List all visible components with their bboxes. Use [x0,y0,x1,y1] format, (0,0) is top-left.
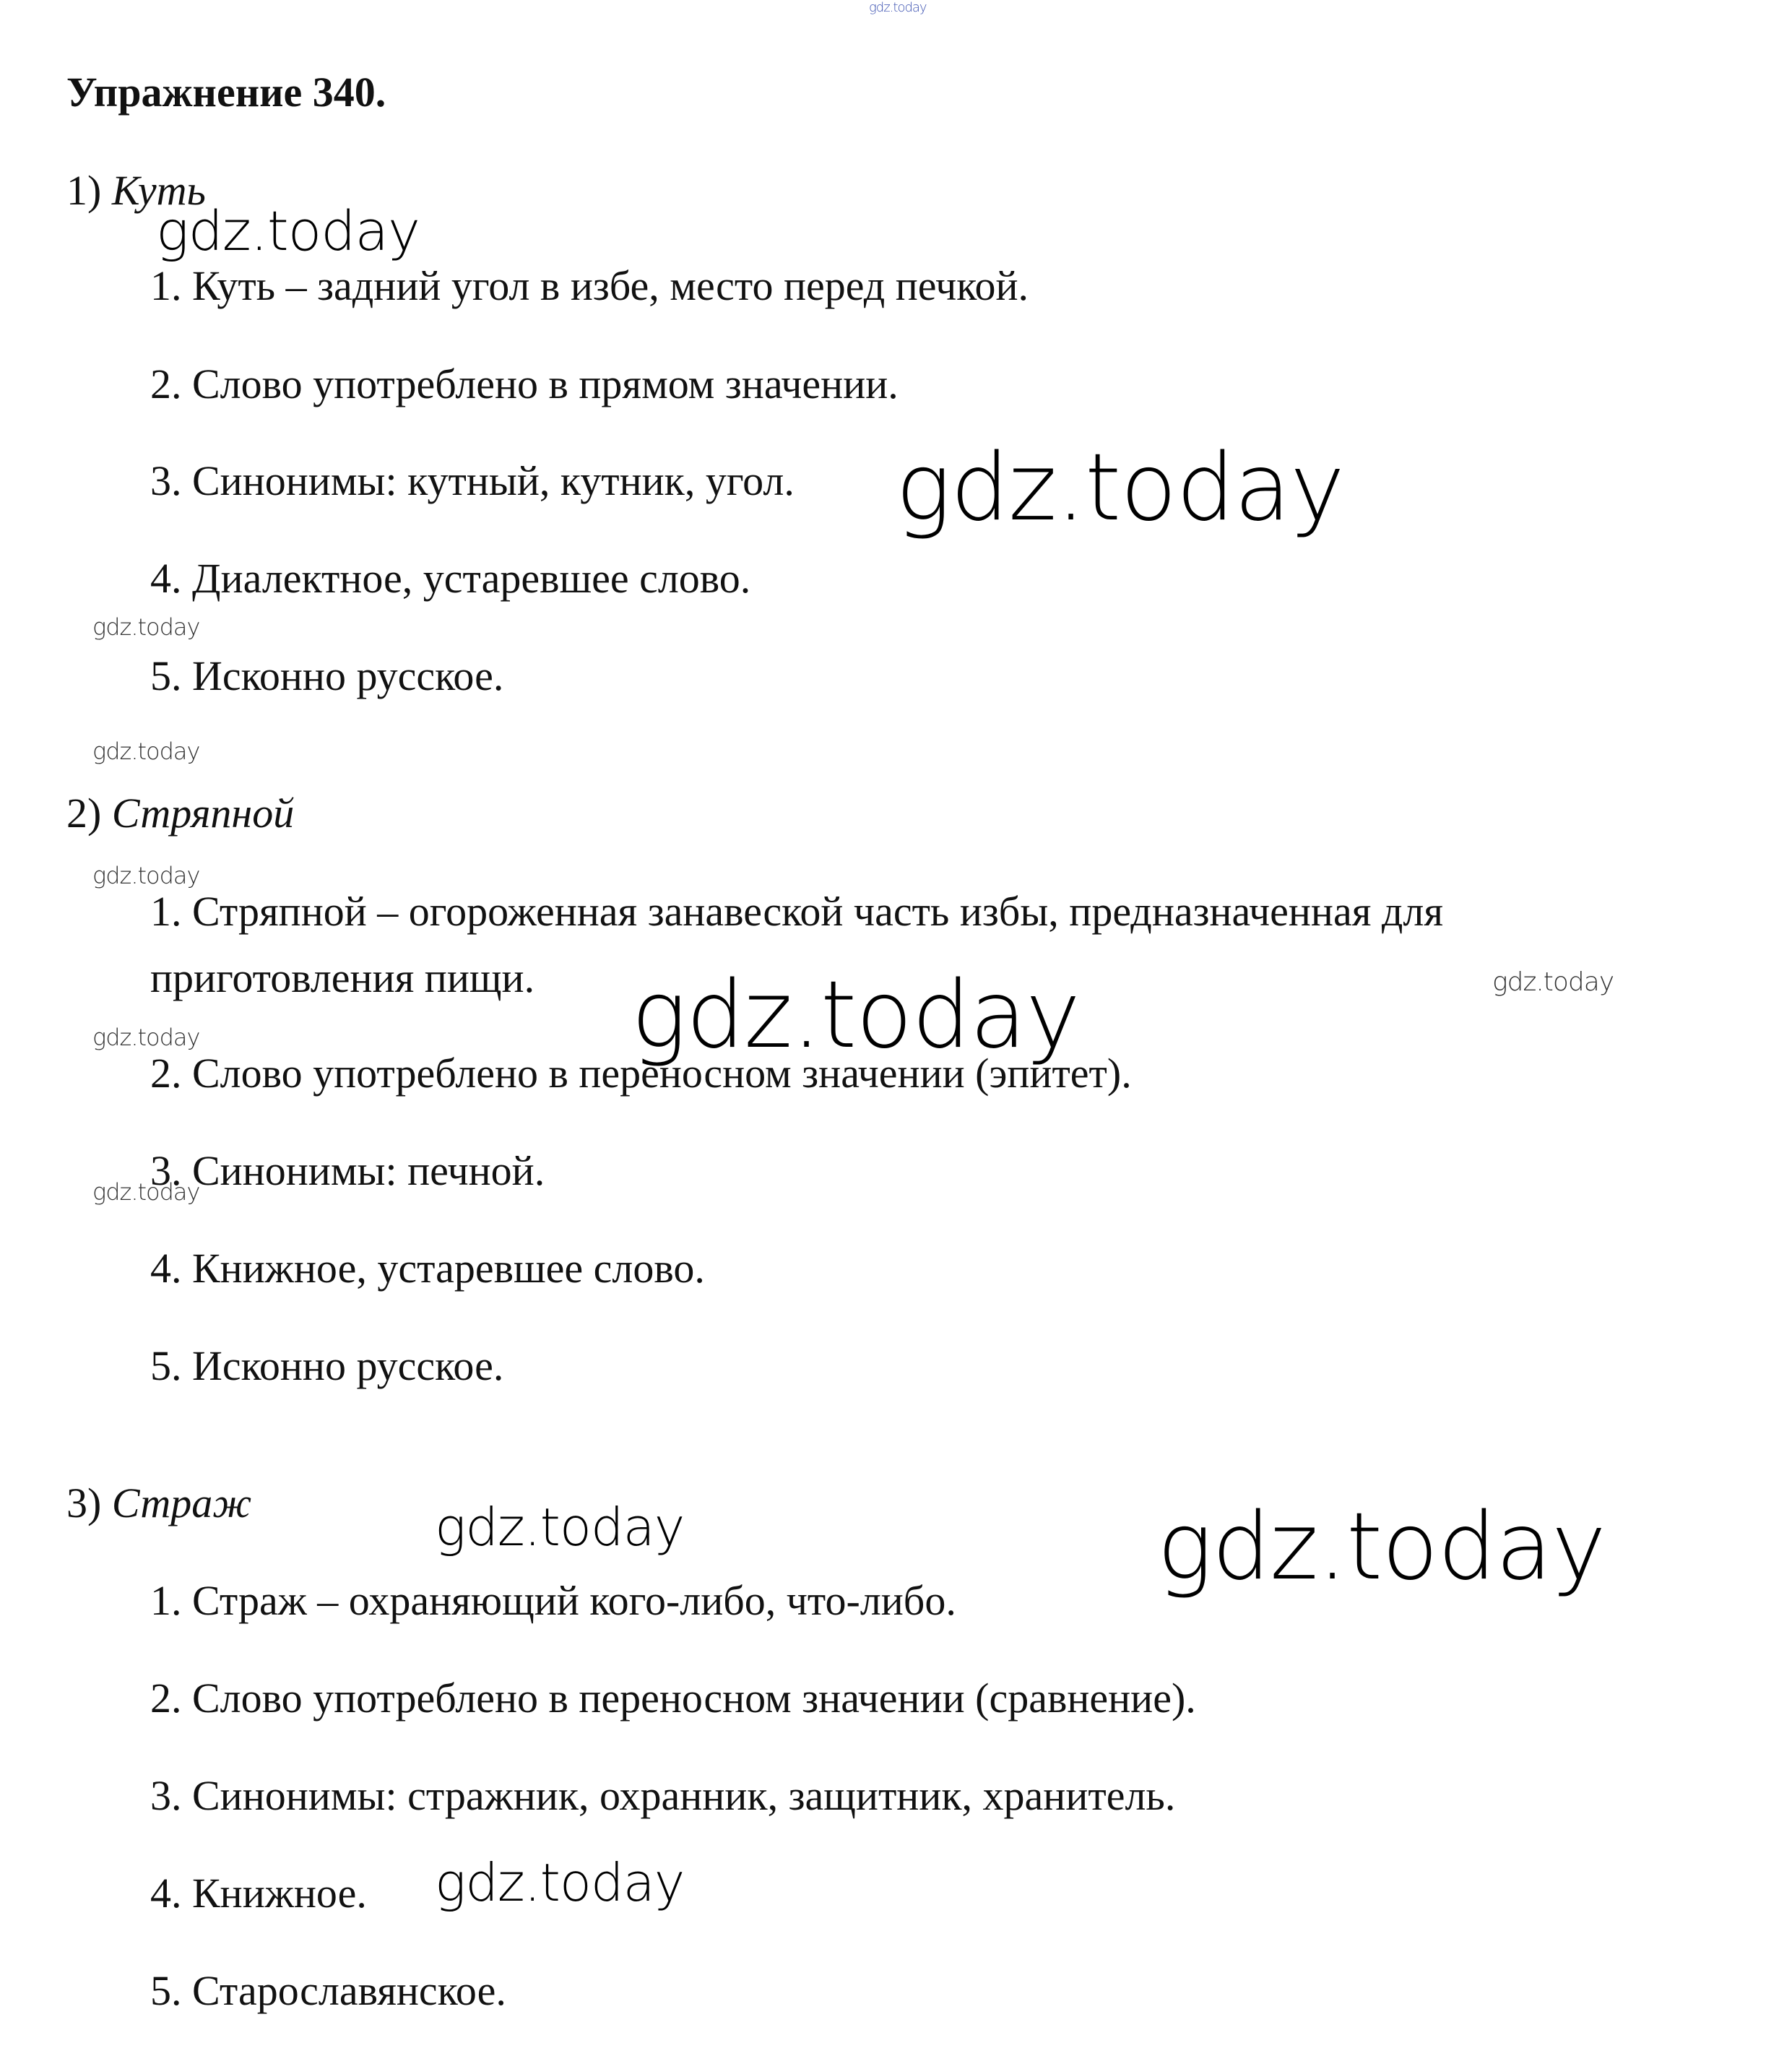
watermark: gdz.today [92,613,200,641]
section-2-item-2: 2. Слово употреблено в переносном значении (эпитет). [150,1050,1132,1097]
section-1-head [66,165,206,217]
watermark: gdz.today [1157,1493,1606,1601]
section-1-item-5: 5. Исконно русское. [150,652,504,699]
watermark: gdz.today [92,738,200,765]
section-3-item-1: 1. Страж – охраняющий кого-либо, что-либо. [150,1577,956,1624]
section-2-item-4: 4. Книжное, устаревшее слово. [150,1245,705,1292]
section-1-item-1: 1. Куть – задний угол в избе, место перед печкой. [150,262,1029,309]
watermark: gdz.today [1492,967,1614,997]
exercise-title: Упражнение 340. [66,69,386,116]
section-2-item-3: 3. Синонимы: печной. [150,1147,545,1194]
watermark: gdz.today [92,862,200,889]
section-1-word: Куть [111,167,206,214]
section-2-head [66,787,294,839]
watermark: gdz.today [156,199,420,263]
section-1-item-2: 2. Слово употреблено в прямом значении. [150,360,899,407]
watermark: gdz.today [631,962,1080,1069]
section-1-number: 1) [66,167,102,214]
watermark: gdz.today [92,1178,200,1206]
section-2-item-5: 5. Исконно русское. [150,1342,504,1389]
section-1-item-4: 4. Диалектное, устаревшее слово. [150,555,751,602]
section-2-word: Стряпной [111,790,295,837]
section-1-item-3: 3. Синонимы: кутный, кутник, угол. [150,457,795,504]
section-3-head [66,1477,251,1529]
section-3-word: Страж [111,1480,252,1526]
section-2-item-1: 1. Стряпной – огороженная занавеской часть избы, предназначенная для приготовления пищи. [150,888,1444,1001]
watermark: gdz.today [896,434,1344,542]
section-3-number: 3) [66,1480,102,1526]
section-3-item-4: 4. Книжное. [150,1870,367,1917]
watermark: gdz.today [435,1852,685,1913]
watermark: gdz.today [435,1497,685,1558]
section-2-number: 2) [66,790,102,837]
section-3-item-5: 5. Старославянское. [150,1967,506,2014]
section-3-item-3: 3. Синонимы: стражник, охранник, защитник, хранитель. [150,1772,1176,1819]
section-3-item-2: 2. Слово употреблено в переносном значении (сравнение). [150,1675,1196,1722]
watermark: gdz.today [92,1024,200,1051]
watermark: gdz.today [869,0,927,15]
